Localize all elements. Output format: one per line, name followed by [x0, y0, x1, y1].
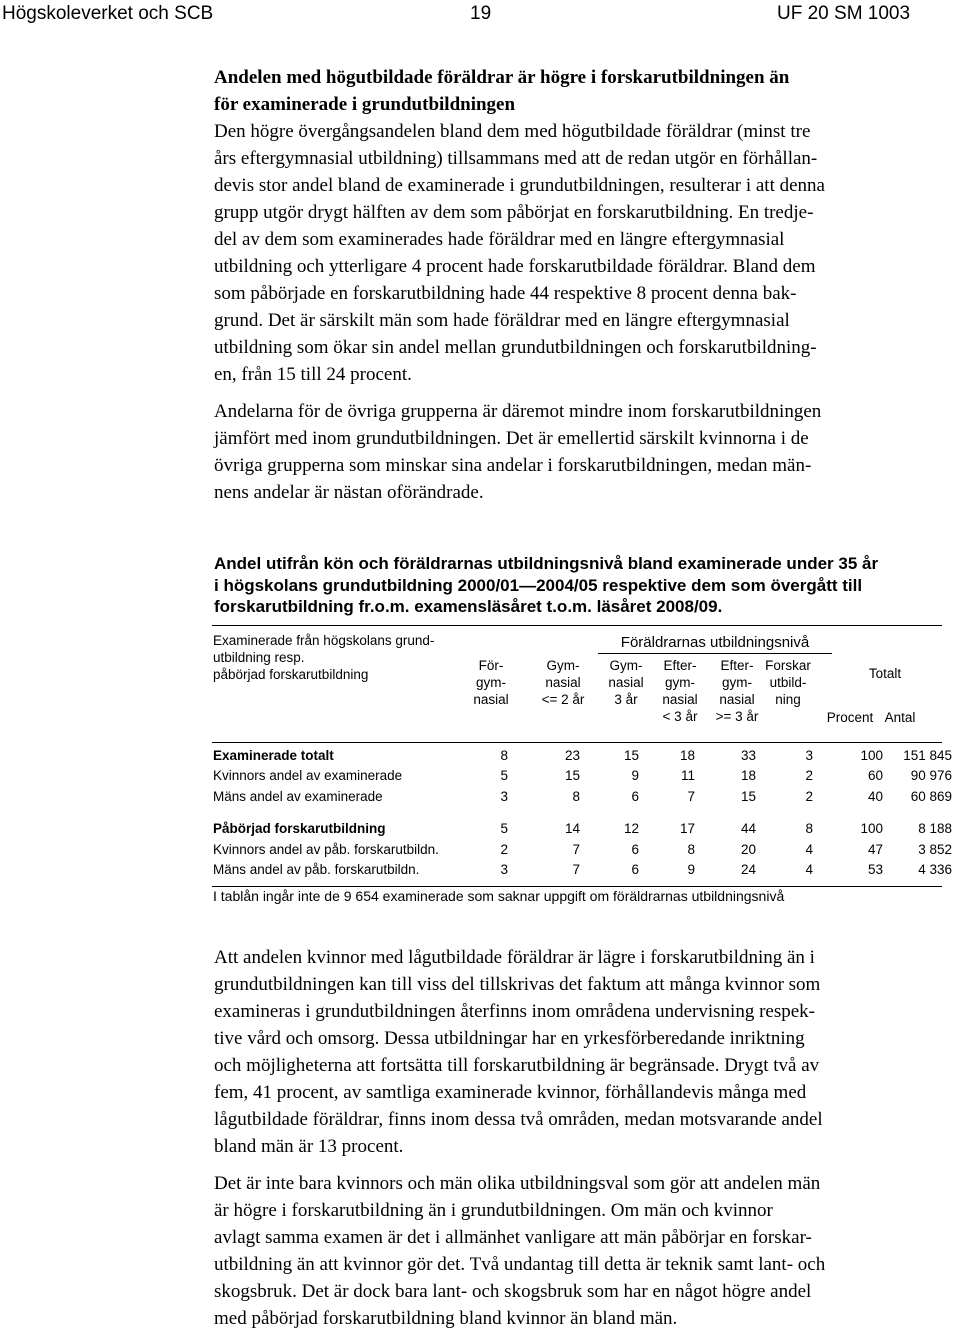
column-header-line: Gym-	[609, 658, 643, 673]
table-cell: 8	[500, 748, 508, 763]
table-cell: 2	[805, 789, 813, 804]
stub-header-line: Examinerade från högskolans grund-	[213, 633, 435, 648]
paragraph-line: grund. Det är särskilt män som hade föräldrar med en längre eftergymnasial	[214, 310, 790, 331]
column-header-line: Gym-	[546, 658, 580, 673]
paragraph-line: utbildning som ökar sin andel mellan grundutbildningen och forskarutbildning-	[214, 337, 817, 358]
table-cell: 60 869	[910, 789, 952, 804]
table-cell: 9	[631, 768, 639, 783]
table-cell: 8	[572, 789, 580, 804]
paragraph-line: Den högre övergångsandelen bland dem med högutbildade föräldrar (minst tre	[214, 121, 811, 142]
table-cell: 3	[805, 748, 813, 763]
paragraph-line: års eftergymnasial utbildning) tillsammans med att de redan utgör en förhållan-	[214, 148, 818, 169]
table-row-label: Mäns andel av påb. forskarutbildn.	[213, 862, 420, 877]
column-header-line: nasial	[473, 692, 509, 707]
table-top-rule	[212, 625, 942, 626]
table-bottom-rule	[212, 886, 942, 887]
table-cell: 9	[687, 862, 695, 877]
paragraph-line: som påbörjade en forskarutbildning hade 44 respektive 8 procent denna bak-	[214, 283, 797, 304]
table-cell: 8	[687, 842, 695, 857]
table-row-label: Mäns andel av examinerade	[213, 789, 383, 804]
paragraph-line: skogsbruk. Det är dock bara lant- och skogsbruk som har en något högre andel	[214, 1281, 812, 1302]
column-header-line: Efter-	[720, 658, 754, 673]
column-header-line: nasial	[719, 692, 755, 707]
total-header: Totalt	[868, 666, 902, 681]
group-header-rule	[598, 653, 832, 654]
table-cell: 11	[680, 768, 695, 783]
table-cell: 5	[500, 768, 508, 783]
table-footnote: I tablån ingår inte de 9 654 examinerade som saknar uppgift om föräldrarnas utbildningsnivå	[213, 888, 785, 904]
page-number: 19	[470, 3, 492, 24]
table-cell: 4 336	[918, 862, 952, 877]
column-header-line: gym-	[722, 675, 752, 690]
table-cell: 17	[679, 821, 695, 836]
table-cell: 14	[564, 821, 580, 836]
paragraph-line: med påbörjad forskarutbildning bland kvinnor än bland män.	[214, 1308, 678, 1329]
column-header-line: 3 år	[614, 692, 638, 707]
table-cell: 8 188	[918, 821, 952, 836]
paragraph-line: lågutbildade föräldrar, finns inom dessa två områden, medan motsvarande andel	[214, 1109, 823, 1130]
paragraph-line: grupp utgör drygt hälften av dem som påbörjat en forskarutbildning. En tredje-	[214, 202, 814, 223]
table-cell: 6	[631, 862, 639, 877]
column-header-line: För-	[478, 658, 504, 673]
table-cell: 4	[805, 862, 813, 877]
table-cell: 7	[572, 862, 580, 877]
column-header-line: < 3 år	[662, 709, 698, 724]
column-header-line: <= 2 år	[541, 692, 585, 707]
paragraph-line: tive vård och omsorg. Dessa utbildningar har en yrkesförberedande inriktning	[214, 1028, 805, 1049]
table-cell: 15	[623, 748, 639, 763]
total-sub-procent: Procent	[826, 710, 874, 725]
header-left: Högskoleverket och SCB	[2, 3, 214, 24]
table-cell: 47	[867, 842, 883, 857]
paragraph-line: bland män är 13 procent.	[214, 1136, 404, 1157]
table-cell: 8	[805, 821, 813, 836]
paragraph-line: en, från 15 till 24 procent.	[214, 364, 412, 385]
table-row-label: Kvinnors andel av examinerade	[213, 768, 403, 783]
table-cell: 18	[679, 748, 695, 763]
table-cell: 23	[564, 748, 580, 763]
table-cell: 3	[500, 789, 508, 804]
paragraph-line: och möjligheterna att fortsätta till forskarutbildning är begränsade. Drygt två av	[214, 1055, 820, 1076]
column-header-line: nasial	[608, 675, 644, 690]
paragraph-line: fem, 41 procent, av samtliga examinerade kvinnor, förhållandevis många med	[214, 1082, 807, 1103]
table-row-label: Kvinnors andel av påb. forskarutbildn.	[213, 842, 439, 857]
paragraph-line: Det är inte bara kvinnors och män olika utbildningsval som gör att andelen män	[214, 1173, 821, 1194]
total-sub-antal: Antal	[884, 710, 916, 725]
group-header: Föräldrarnas utbildningsnivå	[620, 634, 810, 651]
paragraph-line: nens andelar är nästan oförändrade.	[214, 482, 484, 503]
table-cell: 7	[572, 842, 580, 857]
column-header-line: gym-	[476, 675, 506, 690]
column-header	[451, 657, 531, 708]
table-cell: 3	[500, 862, 508, 877]
paragraph-line: är högre i forskarutbildning än i grundutbildningen. Om män och kvinnor	[214, 1200, 773, 1221]
table-title-line: forskarutbildning fr.o.m. examensläsåret t.o.m. läsåret 2008/09.	[214, 597, 723, 616]
table-cell: 2	[805, 768, 813, 783]
stub-header-line: utbildning resp.	[213, 650, 305, 665]
table-cell: 24	[740, 862, 756, 877]
paragraph-line: Att andelen kvinnor med lågutbildade föräldrar är lägre i forskarutbildning än i	[214, 947, 815, 968]
column-header	[748, 657, 828, 708]
table-title-line: i högskolans grundutbildning 2000/01—2004/05 respektive dem som övergått till	[214, 575, 863, 595]
table-row-label: Påbörjad forskarutbildning	[213, 821, 386, 836]
table-cell: 15	[740, 789, 756, 804]
column-header-line: Forskar	[765, 658, 811, 673]
table-cell: 60	[867, 768, 883, 783]
table-cell: 100	[860, 821, 883, 836]
column-header-line: >= 3 år	[715, 709, 759, 724]
paragraph-line: del av dem som examinerades hade föräldrar med en längre eftergymnasial	[214, 229, 785, 250]
table-cell: 7	[687, 789, 695, 804]
table-cell: 2	[500, 842, 508, 857]
column-header-line: nasial	[545, 675, 581, 690]
section-heading-line: Andelen med högutbildade föräldrar är högre i forskarutbildningen än	[214, 67, 790, 88]
column-header-line: utbild-	[769, 675, 807, 690]
column-header-line: Efter-	[663, 658, 697, 673]
table-cell: 6	[631, 789, 639, 804]
table-cell: 3 852	[918, 842, 952, 857]
paragraph-line: examineras i grundutbildningen återfinns inom områdena undervisning respek-	[214, 1001, 815, 1022]
paragraph-line: devis stor andel bland de examinerade i grundutbildningen, resulterar i att denna	[214, 175, 825, 196]
table-cell: 53	[867, 862, 883, 877]
paragraph-line: utbildning än att kvinnor gör det. Två undantag till detta är teknik samt lant- och	[214, 1254, 826, 1275]
column-header-line: gym-	[665, 675, 695, 690]
table-cell: 20	[740, 842, 756, 857]
paragraph-line: grundutbildningen kan till viss del tillskrivas det faktum att många kvinnor som	[214, 974, 821, 995]
table-cell: 6	[631, 842, 639, 857]
paragraph-line: Andelarna för de övriga grupperna är däremot mindre inom forskarutbildningen	[214, 401, 822, 422]
table-cell: 44	[740, 821, 756, 836]
table-title-line: Andel utifrån kön och föräldrarnas utbildningsnivå bland examinerade under 35 år	[214, 554, 879, 573]
table-cell: 4	[805, 842, 813, 857]
table-row-label: Examinerade totalt	[213, 748, 334, 763]
table-cell: 151 845	[903, 748, 952, 763]
table-cell: 40	[867, 789, 883, 804]
table-cell: 18	[740, 768, 756, 783]
stub-header-line: påbörjad forskarutbildning	[213, 667, 369, 682]
header-bottom-rule	[212, 742, 942, 743]
table-cell: 12	[623, 821, 639, 836]
table-cell: 90 976	[910, 768, 952, 783]
table-cell: 100	[860, 748, 883, 763]
table-cell: 15	[564, 768, 580, 783]
section-heading-line: för examinerade i grundutbildningen	[214, 94, 516, 115]
header-right: UF 20 SM 1003	[777, 3, 911, 24]
table-cell: 5	[500, 821, 508, 836]
column-header-line: ning	[775, 692, 801, 707]
paragraph-line: jämfört med inom grundutbildningen. Det är emellertid särskilt kvinnorna i de	[214, 428, 809, 449]
column-header-line: nasial	[662, 692, 698, 707]
table-cell: 33	[740, 748, 756, 763]
paragraph-line: utbildning och ytterligare 4 procent hade forskarutbildade föräldrar. Bland dem	[214, 256, 816, 277]
paragraph-line: övriga grupperna som minskar sina andelar i forskarutbildningen, medan män-	[214, 455, 812, 476]
paragraph-line: avlagt samma examen är det i allmänhet vanligare att män påbörjar en forskar-	[214, 1227, 812, 1248]
